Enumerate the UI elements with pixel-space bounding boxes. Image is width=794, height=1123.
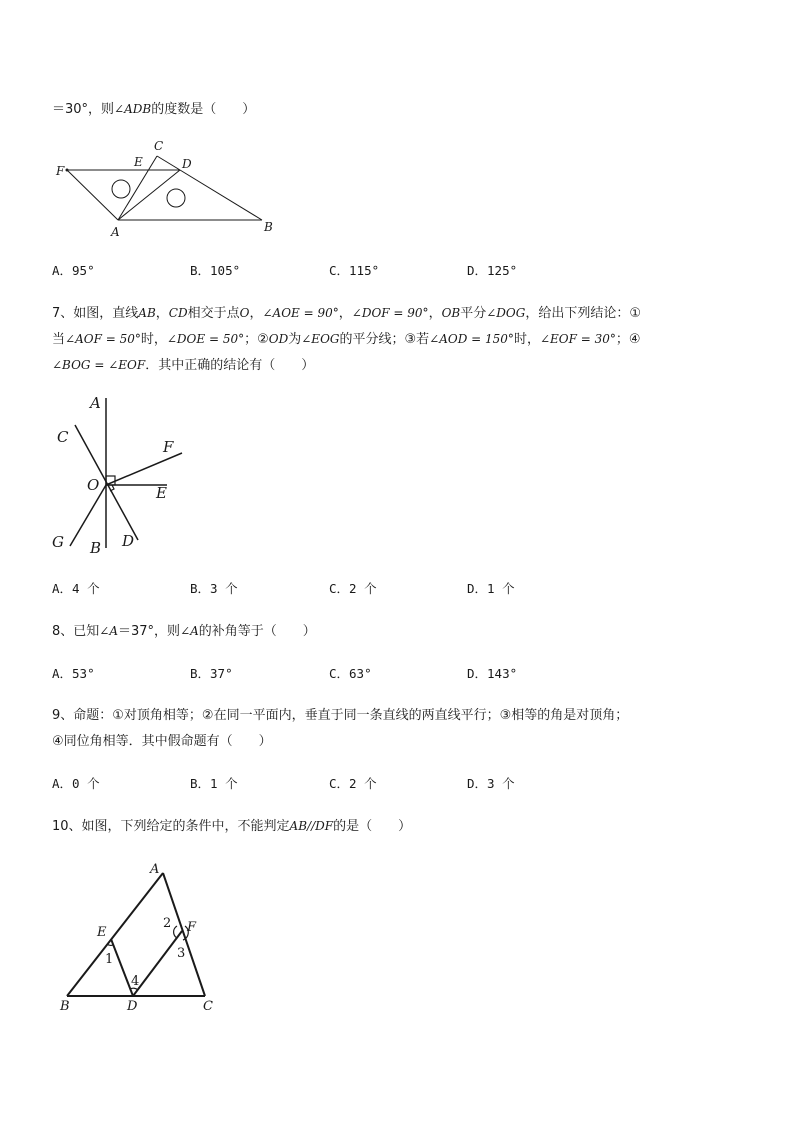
q6-label-b: B [264, 220, 273, 234]
q7-label-g: G [52, 533, 64, 551]
q6-label-a: A [111, 225, 120, 239]
q7-label-e: E [156, 484, 167, 502]
q10-label-a: A [150, 862, 160, 877]
q7-options [52, 580, 652, 598]
q8-option-a[interactable]: A．53° [52, 666, 95, 681]
q10-figure [55, 855, 225, 1015]
q7-right-angle-mark [110, 485, 114, 491]
q6-segment-db [180, 170, 262, 220]
q9-option-a[interactable]: A．0 个 [52, 776, 100, 791]
q10-angle-label-1: 1 [105, 952, 114, 967]
q10-label-b: B [60, 999, 70, 1014]
q6-figure [52, 135, 282, 240]
q6-stem: ＝30°，则∠ADB的度数是（ ） [52, 102, 256, 117]
q6-label-e: E [134, 155, 143, 169]
q10-segment-ba [67, 873, 163, 996]
q6-option-d[interactable]: D．125° [467, 263, 518, 278]
q8-option-b[interactable]: B．37° [190, 666, 233, 681]
q7-option-d[interactable]: D．1 个 [467, 581, 515, 596]
q6-segment-cd [157, 156, 180, 170]
q6-point-f [66, 169, 69, 172]
q10-stem: 10、如图，下列给定的条件中，不能判定AB//DF的是（ ） [52, 819, 412, 834]
q7-label-a: A [90, 394, 101, 412]
q9-stem-line-2: ④同位角相等．其中假命题有（ ） [52, 734, 272, 749]
q8-options [52, 665, 652, 683]
q9-option-d[interactable]: D．3 个 [467, 776, 515, 791]
q9-options [52, 775, 652, 793]
q10-segment-ac [163, 873, 205, 996]
q10-label-f: F [187, 920, 197, 935]
q7-stem-line-2: 当∠AOF = 50°时，∠DOE = 50°；②OD为∠EOG的平分线；③若∠AOD = 150°时，∠EOF = 30°；④ [52, 332, 641, 347]
q6-option-a[interactable]: A．95° [52, 263, 95, 278]
q7-label-f: F [163, 438, 174, 456]
q8-option-c[interactable]: C．63° [329, 666, 372, 681]
q7-figure [48, 390, 188, 560]
q10-segment-df [133, 931, 182, 996]
q7-label-d: D [122, 532, 135, 550]
q10-angle-2-arc [174, 926, 177, 938]
q9-stem-line-1: 9、命题：①对顶角相等；②在同一平面内，垂直于同一条直线的两直线平行；③相等的角是对顶角； [52, 708, 629, 723]
q6-option-b[interactable]: B．105° [190, 263, 241, 278]
q6-label-c: C [154, 139, 164, 153]
q6-triangle-ruler-hole [167, 189, 185, 207]
q6-options [52, 262, 652, 280]
q6-label-f: F [56, 164, 65, 178]
q10-label-c: C [203, 999, 213, 1014]
q7-label-c: C [57, 428, 69, 446]
q10-angle-label-4: 4 [131, 974, 140, 989]
q10-angle-label-3: 3 [177, 946, 186, 961]
q7-stem-line-3: ∠BOG = ∠EOF．其中正确的结论有（ ） [52, 358, 315, 373]
q6-option-c[interactable]: C．115° [329, 263, 380, 278]
q6-segment-fa [67, 170, 118, 220]
q7-ray-og [70, 485, 106, 546]
q9-option-b[interactable]: B．1 个 [190, 776, 238, 791]
q10-label-d: D [127, 999, 138, 1014]
q10-angle-label-2: 2 [163, 916, 172, 931]
q6-angle: ∠ADB [114, 102, 152, 116]
q7-option-b[interactable]: B．3 个 [190, 581, 238, 596]
q7-stem-line-1: 7、如图，直线AB，CD相交于点O，∠AOE = 90°，∠DOF = 90°，OB平分∠DOG，给出下列结论：① [52, 306, 642, 321]
q7-ray-of [106, 453, 182, 485]
q9-option-c[interactable]: C．2 个 [329, 776, 377, 791]
q6-label-d: D [182, 157, 192, 171]
q7-label-b: B [90, 539, 102, 557]
q7-label-o: O [87, 476, 100, 494]
q10-segment-ed [111, 939, 133, 996]
q7-option-c[interactable]: C．2 个 [329, 581, 377, 596]
q8-option-d[interactable]: D．143° [467, 666, 518, 681]
q8-stem: 8、已知∠A＝37°，则∠A的补角等于（ ） [52, 624, 316, 639]
q6-triangle-ruler-hole [112, 180, 130, 198]
q10-label-e: E [97, 925, 107, 940]
q7-option-a[interactable]: A．4 个 [52, 581, 100, 596]
